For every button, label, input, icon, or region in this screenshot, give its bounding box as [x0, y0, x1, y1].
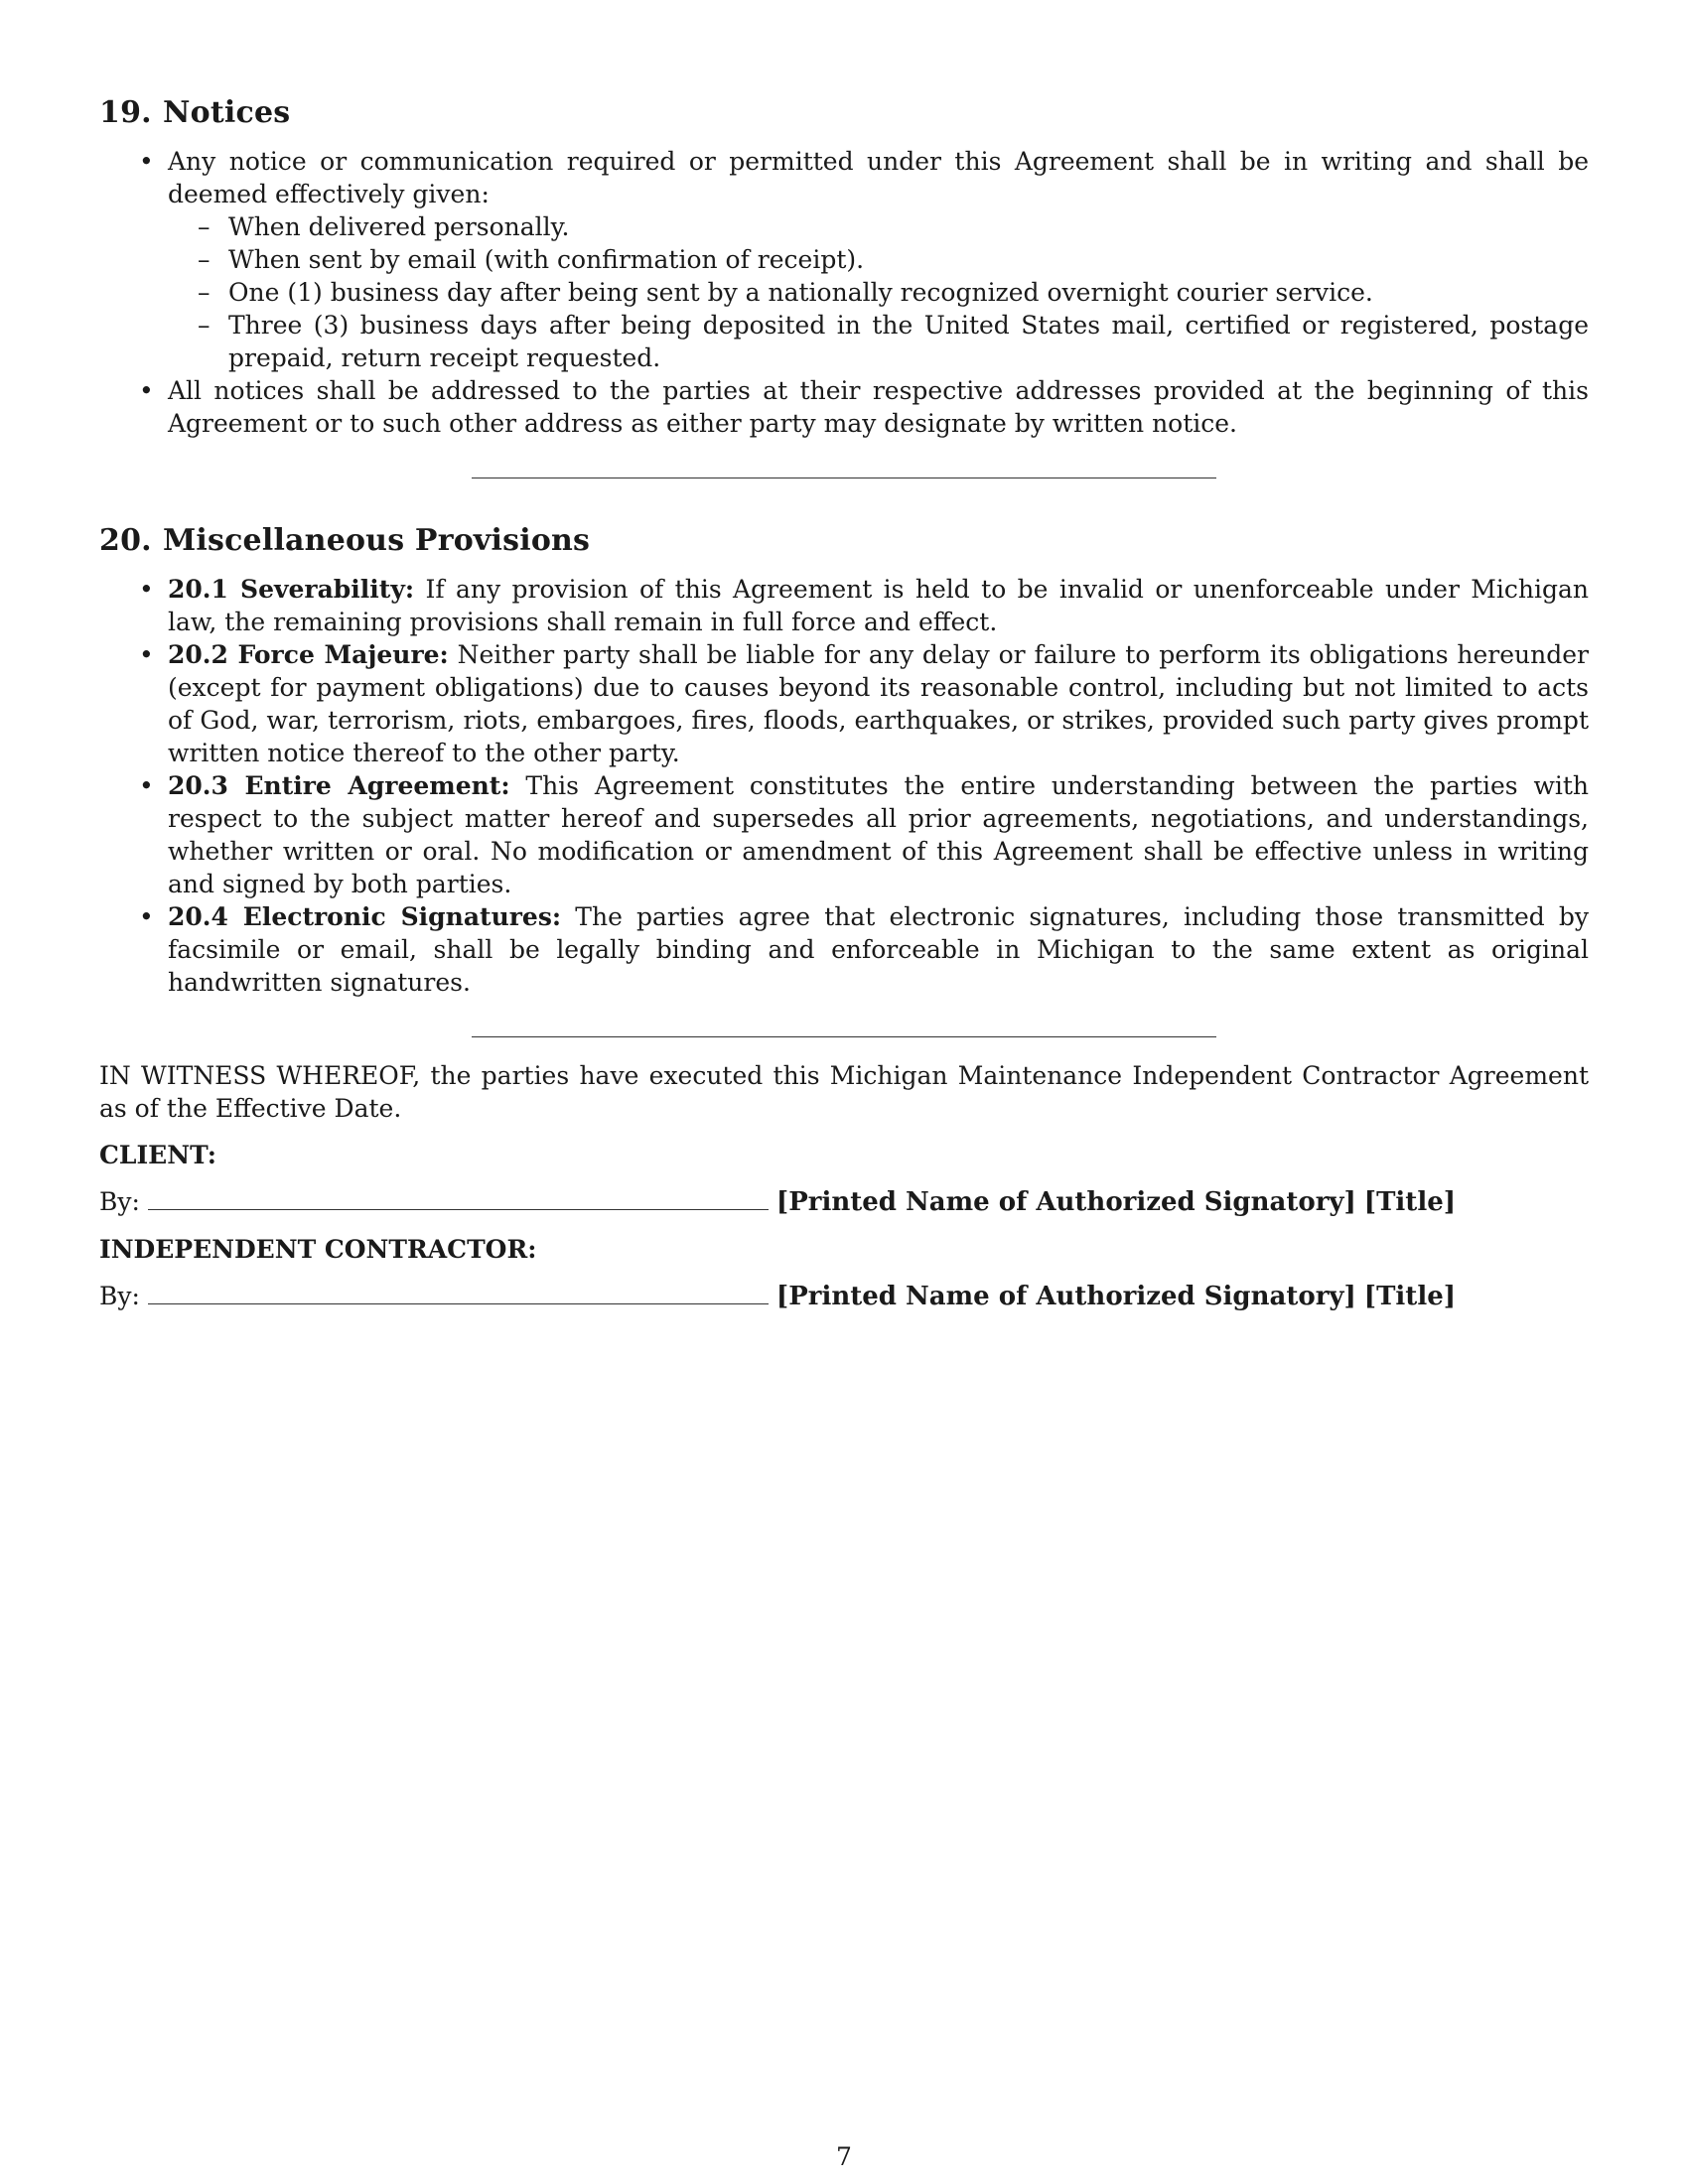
section-19-number: 19. [99, 95, 152, 130]
witness-statement: IN WITNESS WHEREOF, the parties have executed this Michigan Maintenance Independent Contractor Agreement as of the Effective Date. [99, 1061, 1589, 1123]
by-label: By: [99, 1282, 140, 1310]
page-number: 7 [836, 2142, 852, 2171]
list-item [99, 573, 1589, 638]
notice-address-text: All notices shall be addressed to the parties at their respective addresses provided at the beginning of this Agreement or to such other address as either party may designate by written notice. [168, 376, 1589, 438]
delivery-methods-list [168, 210, 1589, 374]
section-20-number: 20. [99, 523, 152, 558]
provision-text: Neither party shall be liable for any delay or failure to perform its obligations hereunder (except for payment obligations) due to causes beyond its reasonable control, including but not limited to acts of God, war, terrorism, riots, embargoes, fires, floods, earthquakes, or strikes, provided such party gives prompt written notice thereof to the other party. [168, 640, 1589, 767]
title-placeholder: [Title] [1363, 1187, 1457, 1217]
contractor-party-label: INDEPENDENT CONTRACTOR: [99, 1235, 537, 1264]
document-page [99, 95, 1589, 1313]
provision-text: The parties agree that electronic signatures, including those transmitted by facsimile or email, shall be legally binding and enforceable in Michigan to the same extent as original handwritten signatures. [168, 902, 1590, 997]
section-20-list [99, 573, 1589, 999]
list-item [99, 769, 1589, 900]
printed-name-placeholder: [Printed Name of Authorized Signatory] [775, 1187, 1356, 1217]
title-placeholder: [Title] [1363, 1282, 1457, 1311]
client-party-label: CLIENT: [99, 1141, 217, 1169]
signature-blank[interactable] [148, 1185, 769, 1210]
printed-name-placeholder: [Printed Name of Authorized Signatory] [775, 1282, 1356, 1311]
list-item: – One (1) business day after being sent by a nationally recognized overnight courier service. [168, 276, 1589, 309]
list-item: – Three (3) business days after being deposited in the United States mail, certified or registered, postage prepaid, return receipt requested. [168, 309, 1589, 374]
provision-label: 20.3 Entire Agreement: [168, 771, 510, 800]
provision-label: 20.4 Electronic Signatures: [168, 902, 562, 931]
provision-label: 20.2 Force Majeure: [168, 640, 449, 669]
contractor-signature-line [99, 1280, 1589, 1313]
list-item [99, 145, 1589, 374]
list-item [99, 374, 1589, 440]
signature-blank[interactable] [148, 1280, 769, 1304]
provision-label: 20.1 Severability: [168, 575, 415, 604]
list-item: – When sent by email (with confirmation of receipt). [168, 243, 1589, 276]
list-item [99, 900, 1589, 999]
section-19-heading [99, 95, 1589, 131]
list-item: – When delivered personally. [168, 210, 1589, 243]
provision-text: If any provision of this Agreement is held to be invalid or unenforceable under Michigan law, the remaining provisions shall remain in full force and effect. [168, 575, 1589, 636]
section-19-list [99, 145, 1589, 440]
notice-requirement-text: Any notice or communication required or permitted under this Agreement shall be in writing and shall be deemed effectively given: [168, 147, 1589, 208]
section-20-title: Miscellaneous Provisions [163, 523, 591, 558]
section-20-heading [99, 523, 1589, 559]
client-signature-line [99, 1185, 1589, 1219]
section-19-title: Notices [163, 95, 291, 130]
provision-text: This Agreement constitutes the entire understanding between the parties with respect to the subject matter hereof and supersedes all prior agreements, negotiations, and understandings, whether written or oral. No modification or amendment of this Agreement shall be effective unless in writing and signed by both parties. [168, 771, 1589, 898]
by-label: By: [99, 1187, 140, 1216]
list-item [99, 638, 1589, 769]
